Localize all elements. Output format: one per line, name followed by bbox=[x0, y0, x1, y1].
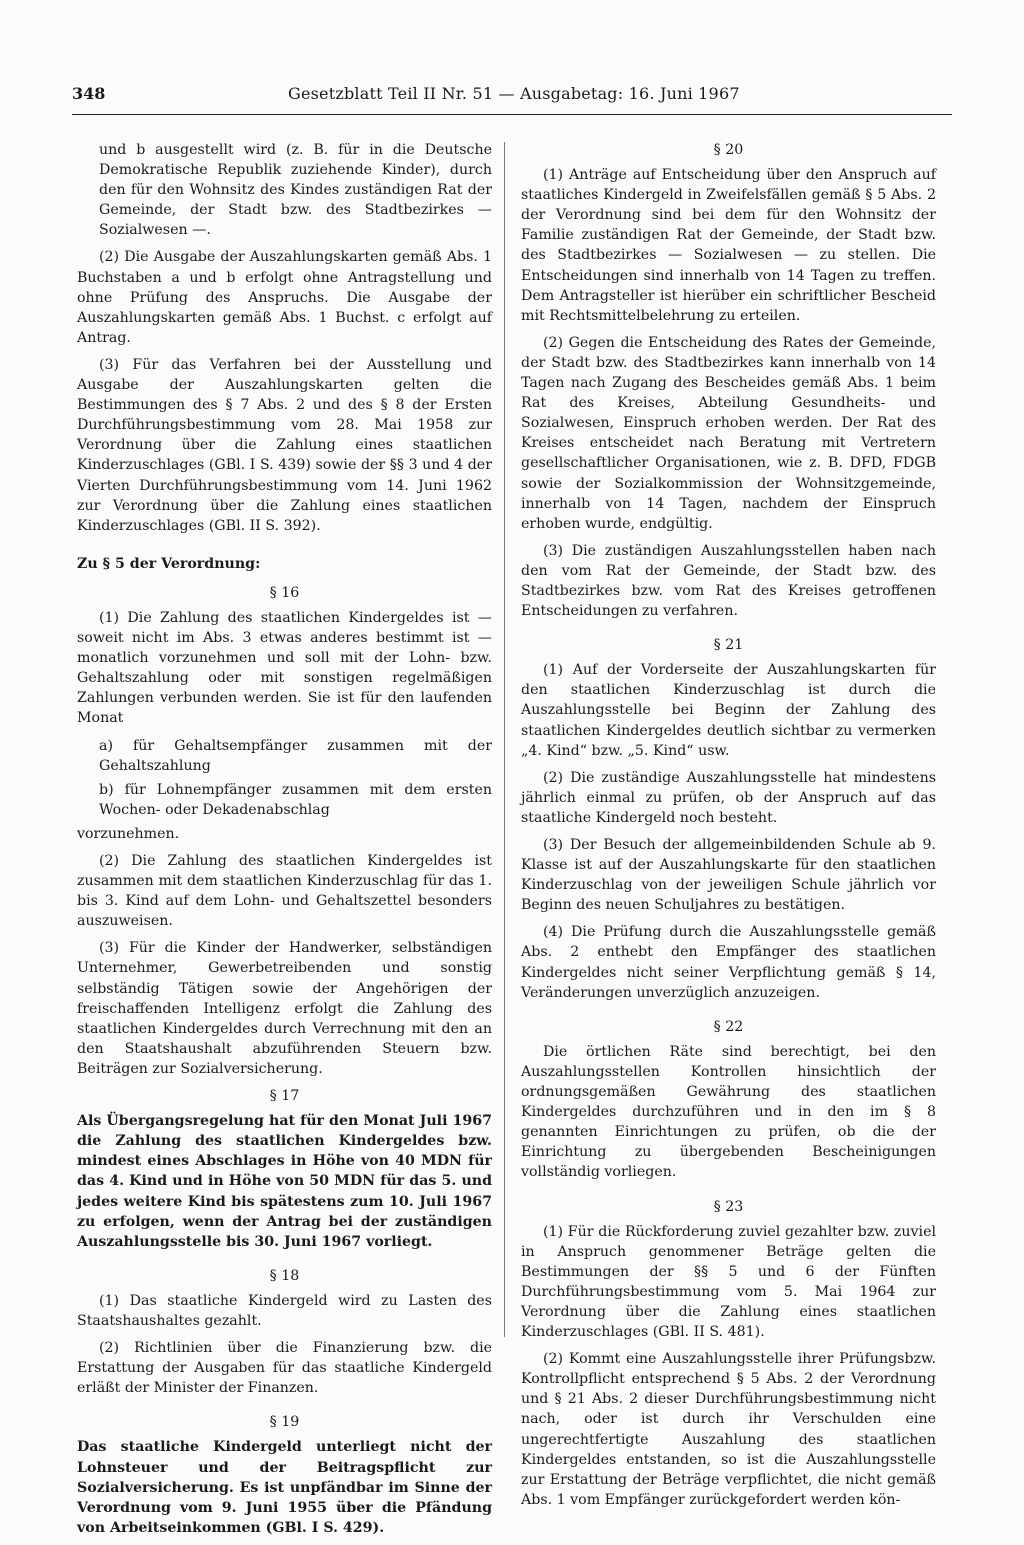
running-title: Gesetzblatt Teil II Nr. 51 — Ausgabetag: 16. Juni 1967 bbox=[288, 84, 740, 103]
paragraph: Als Übergangsregelung hat für den Monat Juli 1967 die Zahlung des staatlichen Kindergeldes bzw. mindest eines Abschlages in Höhe von 40 MDN für das 4. Kind und in Höhe von 50 MDN für das 5. und jedes weitere Kind bis spätestens zum 10. Juli 1967 zu erfolgen, wenn der Antrag bei der zuständigen Auszahlungsstelle bis 30. Juni 1967 vorliegt. bbox=[77, 1113, 492, 1250]
paragraph: (2) Die Ausgabe der Auszahlungskarten gemäß Abs. 1 Buchstaben a und b erfolgt ohne Antragstellung und ohne Prüfung des Anspruchs. Die Ausgabe der Auszahlungskarten gemäß Abs. 1 Buchst. c erfolgt auf Antrag. bbox=[77, 249, 492, 346]
right-column bbox=[521, 140, 936, 1517]
section-number: § 18 bbox=[269, 1267, 300, 1284]
paragraph: (1) Anträge auf Entscheidung über den Anspruch auf staatliches Kindergeld in Zweifelsfällen gemäß § 5 Abs. 2 der Verordnung sind bei dem für den Wohnsitz der Familie zuständigen Rat der Gemeinde, der Stadt bzw. des Stadtbezirkes — Sozialwesen — zu stellen. Die Entscheidungen sind innerhalb von 14 Tagen zu treffen. Dem Antragsteller ist hierüber ein schriftlicher Bescheid mit Rechtsmittelbelehrung zu erteilen. bbox=[521, 167, 936, 324]
list-item bbox=[77, 780, 492, 820]
paragraph: und b ausgestellt wird (z. B. für in die Deutsche Demokratische Republik zuziehende Kinder), durch den für den Wohnsitz des Kindes zuständigen Rat der Gemeinde, der Stadt bzw. des Stadtbezirkes — Sozialwesen —. bbox=[99, 142, 492, 239]
paragraph: (2) Kommt eine Auszahlungsstelle ihrer Prüfungsbzw. Kontrollpflicht entsprechend § 5 Abs. 2 der Verordnung und § 21 Abs. 2 dieser Durchführungsbestimmung nicht nach, oder ist durch ihr Verschulden eine ungerechtfertigte Auszahlung des staatlichen Kindergeldes entstanden, so ist die Auszahlungsstelle zur Erstattung der Beträge verpflichtet, die nicht gemäß Abs. 1 vom Empfänger zurückgefordert werden kön- bbox=[521, 1351, 936, 1508]
paragraph: (2) Die Zahlung des staatlichen Kindergeldes ist zusammen mit dem staatlichen Kinderzuschlag für das 1. bis 3. Kind auf dem Lohn- und Gehaltszettel besonders auszuweisen. bbox=[77, 853, 492, 930]
section-heading: Zu § 5 der Verordnung: bbox=[77, 555, 261, 572]
section-number: § 19 bbox=[269, 1414, 300, 1431]
section-number: § 20 bbox=[713, 142, 744, 158]
list-item bbox=[77, 736, 492, 776]
paragraph: Die örtlichen Räte sind berechtigt, bei den Auszahlungsstellen Kontrollen hinsichtlich der ordnungsgemäßen Gewährung des staatlichen Kindergeldes durchzuführen und in den im § 8 genannten Einrichtungen zu prüfen, ob die der Einrichtung zu übergebenden Bescheinigungen vollständig vorliegen. bbox=[521, 1043, 936, 1181]
paragraph: (2) Die zuständige Auszahlungsstelle hat mindestens jährlich einmal zu prüfen, ob der Anspruch auf das staatliche Kindergeld noch besteht. bbox=[521, 769, 936, 826]
paragraph: (3) Die zuständigen Auszahlungsstellen haben nach den vom Rat der Gemeinde, der Stadt bzw. des Stadtbezirkes bzw. vom Rat des Kreises getroffenen Entscheidungen zu verfahren. bbox=[521, 542, 936, 620]
paragraph: (2) Gegen die Entscheidung des Rates der Gemeinde, der Stadt bzw. des Stadtbezirkes kann innerhalb von 14 Tagen nach Zugang des Bescheides gemäß Abs. 1 beim Rat des Kreises, Abteilung Gesundheits- und Sozialwesen, Einspruch erhoben werden. Der Rat des Kreises entscheidet nach Beratung mit Vertretern gesellschaftlicher Organisationen, wie z. B. DFD, FDGB sowie der Sozialkommission der Wohnsitzgemeinde, innerhalb von 14 Tagen, nachdem der Einspruch erhoben wurde, endgültig. bbox=[521, 334, 936, 532]
paragraph: (3) Der Besuch der allgemeinbildenden Schule ab 9. Klasse ist auf der Auszahlungskarte für den staatlichen Kinderzuschlag von der jeweiligen Schule jährlich vor Beginn des neuen Schuljahres zu bestätigen. bbox=[521, 837, 936, 914]
section-number: § 22 bbox=[713, 1018, 744, 1035]
paragraph: (1) Auf der Vorderseite der Auszahlungskarten für den staatlichen Kinderzuschlag ist durch die Auszahlungsstelle bei Beginn der Zahlung des staatlichen Kindergeldes deutlich sichtbar zu vermerken „4. Kind“ bzw. „5. Kind“ usw. bbox=[521, 662, 936, 759]
list-item-text: a) für Gehaltsempfänger zusammen mit der Gehaltszahlung bbox=[99, 737, 492, 774]
section-number: § 16 bbox=[269, 584, 300, 601]
left-column bbox=[77, 140, 492, 1545]
paragraph: (4) Die Prüfung durch die Auszahlungsstelle gemäß Abs. 2 enthebt den Empfänger des staatlichen Kindergeldes nicht seiner Verpflichtung gemäß § 14, Veränderungen unverzüglich anzuzeigen. bbox=[521, 924, 936, 1001]
paragraph: (1) Die Zahlung des staatlichen Kindergeldes ist — soweit nicht im Abs. 3 etwas anderes bestimmt ist — monatlich vorzunehmen und soll mit der Lohn- bzw. Gehaltszahlung oder mit sonstigen regelmäßigen Zahlungen verbunden werden. Sie ist für den laufenden Monat bbox=[77, 609, 492, 727]
paragraph: Das staatliche Kindergeld unterliegt nicht der Lohnsteuer und der Beitragspflicht zur Sozialversicherung. Es ist unpfändbar im Sinne der Verordnung vom 9. Juni 1955 über die Pfändung von Arbeitseinkommen (GBl. I S. 429). bbox=[77, 1439, 492, 1536]
paragraph: (3) Für das Verfahren bei der Ausstellung und Ausgabe der Auszahlungskarten gelten die Bestimmungen des § 7 Abs. 2 und des § 8 der Ersten Durchführungsbestimmung vom 28. Mai 1958 zur Verordnung über die Zahlung eines staatlichen Kinderzuschlages (GBl. I S. 439) sowie der §§ 3 und 4 der Vierten Durchführungsbestimmung vom 14. Juni 1962 zur Verordnung über die Zahlung eines staatlichen Kinderzuschlages (GBl. II S. 392). bbox=[77, 356, 492, 534]
paragraph: vorzunehmen. bbox=[77, 825, 180, 842]
column-divider bbox=[504, 142, 505, 1337]
page-header bbox=[72, 80, 952, 115]
section-number: § 17 bbox=[269, 1088, 300, 1105]
section-number: § 23 bbox=[713, 1198, 744, 1215]
section-number: § 21 bbox=[713, 637, 744, 654]
paragraph: (1) Das staatliche Kindergeld wird zu Lasten des Staatshaushaltes gezahlt. bbox=[77, 1292, 492, 1329]
paragraph: (3) Für die Kinder der Handwerker, selbständigen Unternehmer, Gewerbetreibenden und sonstig selbständig Tätigen sowie der Angehörigen der freischaffenden Intelligenz erfolgt die Zahlung des staatlichen Kindergeldes durch Verrechnung mit den an den Staatshaushalt abzuführenden Steuern bzw. Beiträgen zur Sozialversicherung. bbox=[77, 940, 492, 1077]
list-item-text: b) für Lohnempfänger zusammen mit dem ersten Wochen- oder Dekadenabschlag bbox=[99, 781, 492, 818]
paragraph: (1) Für die Rückforderung zuviel gezahlter bzw. zuviel in Anspruch genommener Beträge gelten die Bestimmungen der §§ 5 und 6 der Fünften Durchführungsbestimmung vom 5. Mai 1964 zur Verordnung über die Zahlung eines staatlichen Kinderzuschlages (GBl. II S. 481). bbox=[521, 1223, 936, 1341]
paragraph: (2) Richtlinien über die Finanzierung bzw. die Erstattung der Ausgaben für das staatliche Kindergeld erläßt der Minister der Finanzen. bbox=[77, 1340, 492, 1397]
page-number: 348 bbox=[72, 84, 106, 103]
